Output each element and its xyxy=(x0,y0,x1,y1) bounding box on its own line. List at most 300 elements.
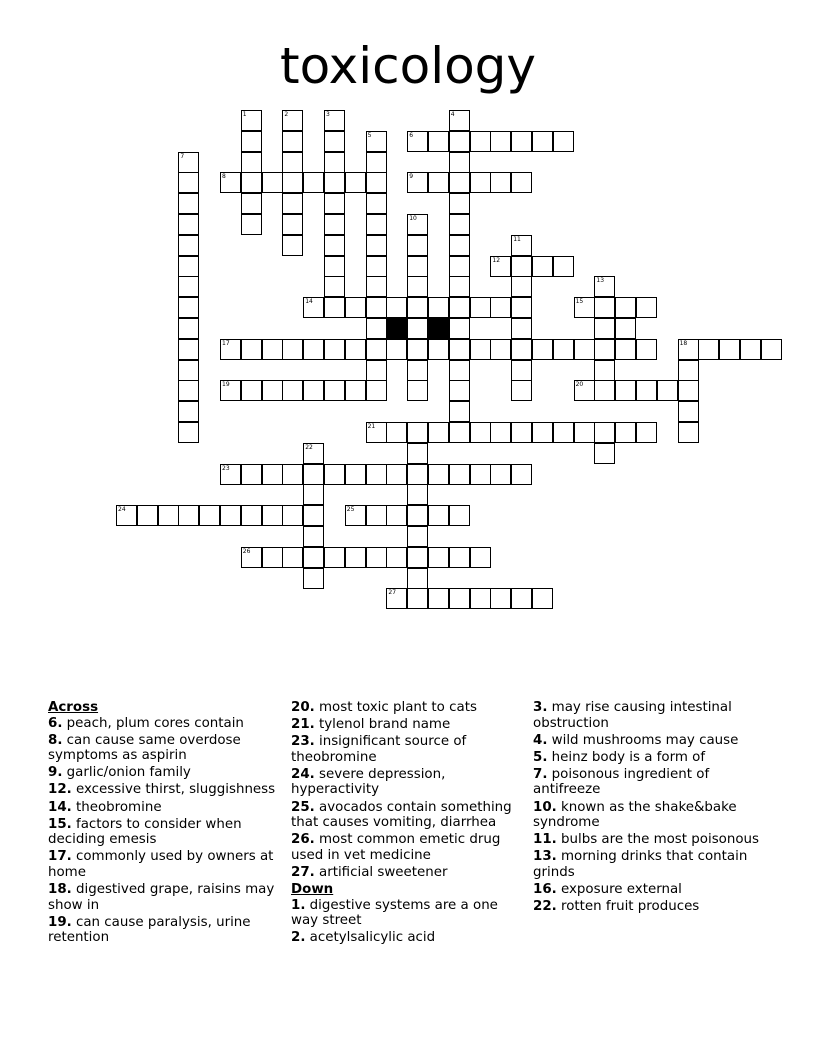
grid-cell[interactable] xyxy=(615,339,636,360)
grid-cell[interactable] xyxy=(719,339,740,360)
grid-cell[interactable] xyxy=(303,297,324,318)
grid-cell[interactable] xyxy=(366,380,387,401)
grid-cell[interactable] xyxy=(116,505,137,526)
grid-cell[interactable] xyxy=(428,339,449,360)
grid-cell[interactable] xyxy=(428,464,449,485)
grid-cell[interactable] xyxy=(449,588,470,609)
grid-cell[interactable] xyxy=(407,464,428,485)
grid-cell[interactable] xyxy=(449,152,470,173)
clue-item xyxy=(291,767,521,798)
grid-cell[interactable] xyxy=(386,588,407,609)
grid-cell[interactable] xyxy=(241,505,262,526)
grid-cell[interactable] xyxy=(511,131,532,152)
clue-item xyxy=(291,800,521,831)
grid-cell[interactable] xyxy=(178,380,199,401)
grid-cell[interactable] xyxy=(553,422,574,443)
grid-cell[interactable] xyxy=(366,339,387,360)
grid-cell[interactable] xyxy=(678,380,699,401)
grid-cell[interactable] xyxy=(241,547,262,568)
grid-cell[interactable] xyxy=(511,276,532,297)
grid-cell[interactable] xyxy=(262,172,283,193)
grid-cell[interactable] xyxy=(407,505,428,526)
grid-cell[interactable] xyxy=(511,422,532,443)
grid-cell[interactable] xyxy=(178,297,199,318)
grid-cell[interactable] xyxy=(532,339,553,360)
grid-cell[interactable] xyxy=(366,214,387,235)
grid-cell[interactable] xyxy=(366,422,387,443)
grid-cell[interactable] xyxy=(470,172,491,193)
clue-number: 10 xyxy=(409,215,417,222)
grid-cell[interactable] xyxy=(303,443,324,464)
grid-cell[interactable] xyxy=(324,276,345,297)
grid-cell[interactable] xyxy=(490,422,511,443)
clue-item xyxy=(291,734,521,765)
clue-number-label: 9. xyxy=(48,765,63,781)
grid-cell[interactable] xyxy=(366,235,387,256)
grid-cell[interactable] xyxy=(407,380,428,401)
clue-number-label: 16. xyxy=(533,882,557,898)
grid-cell[interactable] xyxy=(407,568,428,589)
grid-cell[interactable] xyxy=(449,276,470,297)
grid-cell[interactable] xyxy=(428,588,449,609)
clue-item xyxy=(533,700,768,731)
grid-cell[interactable] xyxy=(594,297,615,318)
grid-cell[interactable] xyxy=(407,297,428,318)
grid-cell[interactable] xyxy=(262,380,283,401)
grid-cell[interactable] xyxy=(449,110,470,131)
grid-cell[interactable] xyxy=(470,464,491,485)
clue-number-label: 20. xyxy=(291,700,315,715)
grid-cell[interactable] xyxy=(282,152,303,173)
grid-cell[interactable] xyxy=(282,172,303,193)
grid-cell[interactable] xyxy=(178,360,199,381)
clue-number: 6 xyxy=(409,131,414,139)
down-clue-list-continued xyxy=(533,700,768,915)
grid-cell[interactable] xyxy=(407,131,428,152)
grid-cell[interactable] xyxy=(324,110,345,131)
clue-number-label: 19. xyxy=(48,914,72,930)
clue-number-label: 25. xyxy=(291,799,315,815)
grid-cell[interactable] xyxy=(532,256,553,277)
clue-number: 19 xyxy=(222,381,230,389)
clue-text: peach, plum cores contain xyxy=(62,715,244,731)
grid-cell[interactable] xyxy=(511,172,532,193)
grid-cell[interactable] xyxy=(366,505,387,526)
grid-cell[interactable] xyxy=(553,131,574,152)
grid-cell[interactable] xyxy=(241,193,262,214)
clue-number: 13 xyxy=(596,277,605,285)
grid-cell[interactable] xyxy=(178,256,199,277)
grid-cell[interactable] xyxy=(366,256,387,277)
grid-cell[interactable] xyxy=(511,360,532,381)
grid-cell[interactable] xyxy=(366,318,387,339)
grid-cell[interactable] xyxy=(407,422,428,443)
grid-cell[interactable] xyxy=(490,464,511,485)
grid-cell[interactable] xyxy=(490,172,511,193)
grid-cell[interactable] xyxy=(241,380,262,401)
grid-cell[interactable] xyxy=(178,401,199,422)
grid-cell[interactable] xyxy=(366,152,387,173)
clue-number: 26 xyxy=(242,547,251,555)
clue-number: 27 xyxy=(388,589,397,597)
grid-cell[interactable] xyxy=(366,297,387,318)
grid-cell[interactable] xyxy=(594,360,615,381)
grid-cell[interactable] xyxy=(324,235,345,256)
grid-cell[interactable] xyxy=(470,422,491,443)
grid-cell[interactable] xyxy=(178,422,199,443)
grid-cell[interactable] xyxy=(761,339,782,360)
grid-cell[interactable] xyxy=(282,464,303,485)
grid-cell[interactable] xyxy=(303,464,324,485)
grid-cell[interactable] xyxy=(636,422,657,443)
grid-cell[interactable] xyxy=(470,588,491,609)
grid-cell[interactable] xyxy=(428,547,449,568)
clue-item xyxy=(533,882,768,898)
grid-cell[interactable] xyxy=(282,380,303,401)
clue-text: acetylsalicylic acid xyxy=(305,930,436,946)
grid-cell[interactable] xyxy=(366,464,387,485)
grid-cell[interactable] xyxy=(615,318,636,339)
grid-cell[interactable] xyxy=(678,339,699,360)
clue-text: exposure external xyxy=(556,882,682,898)
grid-cell[interactable] xyxy=(449,256,470,277)
clue-number: 9 xyxy=(409,173,414,181)
clue-item xyxy=(533,750,768,766)
grid-cell[interactable] xyxy=(386,339,407,360)
grid-cell[interactable] xyxy=(678,360,699,381)
grid-cell[interactable] xyxy=(532,588,553,609)
grid-cell[interactable] xyxy=(490,339,511,360)
grid-cell[interactable] xyxy=(594,443,615,464)
grid-cell[interactable] xyxy=(407,318,428,339)
grid-cell[interactable] xyxy=(594,339,615,360)
grid-cell[interactable] xyxy=(282,193,303,214)
grid-cell[interactable] xyxy=(303,484,324,505)
grid-cell[interactable] xyxy=(470,297,491,318)
grid-cell[interactable] xyxy=(407,526,428,547)
grid-cell[interactable] xyxy=(324,172,345,193)
grid-cell[interactable] xyxy=(262,339,283,360)
grid-cell[interactable] xyxy=(345,297,366,318)
grid-cell[interactable] xyxy=(449,339,470,360)
clue-number: 8 xyxy=(222,173,226,181)
grid-cell[interactable] xyxy=(428,505,449,526)
clue-number: 25 xyxy=(346,506,355,514)
grid-cell[interactable] xyxy=(178,276,199,297)
grid-cell[interactable] xyxy=(137,505,158,526)
grid-cell[interactable] xyxy=(324,214,345,235)
clue-text: most common emetic drug used in vet medicine xyxy=(291,832,501,863)
clue-item xyxy=(291,700,521,716)
grid-cell[interactable] xyxy=(511,235,532,256)
clue-item xyxy=(48,882,278,913)
grid-cell[interactable] xyxy=(449,193,470,214)
clue-item xyxy=(533,832,768,848)
grid-cell[interactable] xyxy=(282,505,303,526)
grid-cell[interactable] xyxy=(615,380,636,401)
clue-text: wild mushrooms may cause xyxy=(547,732,739,748)
clue-number: 23 xyxy=(222,464,230,472)
grid-cell[interactable] xyxy=(449,214,470,235)
grid-cell[interactable] xyxy=(345,339,366,360)
grid-cell[interactable] xyxy=(574,380,595,401)
clue-text: heinz body is a form of xyxy=(547,749,706,765)
grid-cell[interactable] xyxy=(407,484,428,505)
clue-text: known as the shake&bake syndrome xyxy=(533,799,737,831)
grid-cell[interactable] xyxy=(178,318,199,339)
grid-cell[interactable] xyxy=(407,235,428,256)
grid-cell[interactable] xyxy=(303,505,324,526)
grid-cell[interactable] xyxy=(428,297,449,318)
grid-cell[interactable] xyxy=(324,380,345,401)
grid-cell[interactable] xyxy=(241,214,262,235)
grid-cell[interactable] xyxy=(470,547,491,568)
grid-cell[interactable] xyxy=(178,339,199,360)
grid-cell[interactable] xyxy=(345,172,366,193)
grid-cell[interactable] xyxy=(428,131,449,152)
clue-text: may rise causing intestinal obstruction xyxy=(533,700,732,731)
grid-cell[interactable] xyxy=(324,547,345,568)
grid-cell[interactable] xyxy=(241,339,262,360)
grid-cell[interactable] xyxy=(366,172,387,193)
clue-number-label: 17. xyxy=(48,849,72,865)
clue-item xyxy=(48,800,278,816)
clue-number-label: 12. xyxy=(48,782,72,798)
grid-cell[interactable] xyxy=(636,339,657,360)
clue-text: morning drinks that contain grinds xyxy=(533,849,748,880)
grid-cell[interactable] xyxy=(449,401,470,422)
grid-cell[interactable] xyxy=(178,214,199,235)
grid-cell[interactable] xyxy=(449,235,470,256)
clue-text: garlic/onion family xyxy=(62,765,191,781)
grid-cell[interactable] xyxy=(199,505,220,526)
grid-cell[interactable] xyxy=(386,464,407,485)
grid-cell[interactable] xyxy=(241,464,262,485)
clue-number-label: 7. xyxy=(533,766,548,782)
clue-number-label: 2. xyxy=(291,930,306,946)
grid-cell[interactable] xyxy=(178,152,199,173)
clue-number-label: 24. xyxy=(291,766,315,782)
clue-item xyxy=(291,865,521,881)
grid-cell[interactable] xyxy=(657,380,678,401)
grid-cell[interactable] xyxy=(511,464,532,485)
grid-cell[interactable] xyxy=(574,339,595,360)
grid-cell[interactable] xyxy=(678,422,699,443)
grid-cell[interactable] xyxy=(282,131,303,152)
grid-cell[interactable] xyxy=(303,380,324,401)
grid-cell[interactable] xyxy=(615,297,636,318)
grid-cell[interactable] xyxy=(220,380,241,401)
grid-cell[interactable] xyxy=(386,297,407,318)
grid-cell[interactable] xyxy=(241,110,262,131)
grid-cell[interactable] xyxy=(594,422,615,443)
grid-cell[interactable] xyxy=(511,256,532,277)
grid-cell[interactable] xyxy=(449,464,470,485)
grid-cell[interactable] xyxy=(282,547,303,568)
grid-cell[interactable] xyxy=(303,172,324,193)
clue-number: 12 xyxy=(492,256,501,264)
grid-cell[interactable] xyxy=(407,276,428,297)
grid-cell[interactable] xyxy=(303,339,324,360)
clue-item xyxy=(533,899,768,915)
grid-cell[interactable] xyxy=(470,339,491,360)
grid-cell[interactable] xyxy=(636,380,657,401)
grid-cell[interactable] xyxy=(386,422,407,443)
grid-cell[interactable] xyxy=(449,422,470,443)
grid-cell[interactable] xyxy=(241,172,262,193)
grid-cell[interactable] xyxy=(324,193,345,214)
grid-cell[interactable] xyxy=(511,318,532,339)
grid-cell[interactable] xyxy=(407,172,428,193)
clue-number: 18 xyxy=(679,339,688,347)
grid-cell[interactable] xyxy=(449,318,470,339)
grid-cell[interactable] xyxy=(303,547,324,568)
grid-cell[interactable] xyxy=(449,380,470,401)
grid-cell[interactable] xyxy=(386,505,407,526)
grid-cell[interactable] xyxy=(220,464,241,485)
clue-number: 1 xyxy=(242,111,247,118)
grid-cell[interactable] xyxy=(449,131,470,152)
grid-cell[interactable] xyxy=(532,422,553,443)
grid-cell[interactable] xyxy=(594,380,615,401)
grid-cell[interactable] xyxy=(594,318,615,339)
grid-cell[interactable] xyxy=(262,464,283,485)
grid-cell[interactable] xyxy=(262,505,283,526)
clue-number: 20 xyxy=(575,381,584,389)
clue-item xyxy=(48,817,278,848)
grid-cell[interactable] xyxy=(282,110,303,131)
grid-cell[interactable] xyxy=(220,172,241,193)
grid-cell[interactable] xyxy=(366,276,387,297)
grid-cell[interactable] xyxy=(158,505,179,526)
grid-cell[interactable] xyxy=(282,235,303,256)
grid-cell[interactable] xyxy=(553,339,574,360)
grid-cell[interactable] xyxy=(428,172,449,193)
grid-cell[interactable] xyxy=(241,152,262,173)
grid-cell[interactable] xyxy=(178,193,199,214)
down-heading: Down xyxy=(291,882,334,898)
clue-number: 21 xyxy=(367,423,376,430)
grid-cell[interactable] xyxy=(511,588,532,609)
grid-cell[interactable] xyxy=(324,339,345,360)
clue-number-label: 14. xyxy=(48,799,72,815)
grid-cell[interactable] xyxy=(490,256,511,277)
clue-text: tylenol brand name xyxy=(314,717,451,733)
grid-cell[interactable] xyxy=(366,193,387,214)
clue-text: avocados contain something that causes vomiting, diarrhea xyxy=(291,799,512,831)
grid-cell[interactable] xyxy=(178,172,199,193)
grid-cell[interactable] xyxy=(407,256,428,277)
grid-cell[interactable] xyxy=(574,297,595,318)
clue-number: 24 xyxy=(118,506,126,514)
grid-cell[interactable] xyxy=(428,422,449,443)
grid-cell[interactable] xyxy=(366,547,387,568)
clue-number-label: 23. xyxy=(291,734,315,750)
grid-cell[interactable] xyxy=(366,360,387,381)
grid-cell[interactable] xyxy=(740,339,761,360)
clue-item xyxy=(48,849,278,880)
grid-cell[interactable] xyxy=(345,380,366,401)
grid-cell[interactable] xyxy=(366,131,387,152)
grid-cell[interactable] xyxy=(511,297,532,318)
clue-item xyxy=(48,733,278,764)
clue-item xyxy=(533,800,768,831)
grid-cell[interactable] xyxy=(532,131,553,152)
grid-cell[interactable] xyxy=(594,276,615,297)
clue-column-1 xyxy=(48,700,278,947)
grid-cell[interactable] xyxy=(490,588,511,609)
grid-cell[interactable] xyxy=(241,131,262,152)
clue-item xyxy=(291,832,521,863)
grid-cell[interactable] xyxy=(574,422,595,443)
grid-cell[interactable] xyxy=(303,568,324,589)
clue-number-label: 3. xyxy=(533,700,548,715)
grid-cell[interactable] xyxy=(407,547,428,568)
clue-number: 3 xyxy=(326,111,330,118)
clue-number: 7 xyxy=(180,152,185,160)
grid-cell[interactable] xyxy=(698,339,719,360)
clue-text: theobromine xyxy=(71,799,162,815)
clue-number-label: 27. xyxy=(291,864,315,880)
grid-cell[interactable] xyxy=(449,360,470,381)
grid-cell[interactable] xyxy=(449,505,470,526)
grid-cell[interactable] xyxy=(553,256,574,277)
grid-cell[interactable] xyxy=(345,464,366,485)
grid-cell[interactable] xyxy=(324,297,345,318)
grid-cell[interactable] xyxy=(282,339,303,360)
grid-cell[interactable] xyxy=(324,131,345,152)
clue-number-label: 1. xyxy=(291,897,306,913)
grid-cell[interactable] xyxy=(511,339,532,360)
grid-cell[interactable] xyxy=(490,131,511,152)
clue-number-label: 15. xyxy=(48,816,72,832)
grid-cell[interactable] xyxy=(407,588,428,609)
grid-cell[interactable] xyxy=(386,547,407,568)
grid-cell[interactable] xyxy=(449,172,470,193)
grid-cell[interactable] xyxy=(345,547,366,568)
grid-cell[interactable] xyxy=(262,547,283,568)
grid-cell[interactable] xyxy=(178,235,199,256)
grid-cell[interactable] xyxy=(449,547,470,568)
grid-cell[interactable] xyxy=(407,360,428,381)
grid-cell[interactable] xyxy=(282,214,303,235)
grid-cell[interactable] xyxy=(324,152,345,173)
grid-cell[interactable] xyxy=(511,380,532,401)
grid-cell[interactable] xyxy=(678,401,699,422)
grid-cell[interactable] xyxy=(449,297,470,318)
clue-text: factors to consider when deciding emesis xyxy=(48,816,242,848)
grid-cell[interactable] xyxy=(324,256,345,277)
grid-cell[interactable] xyxy=(490,297,511,318)
grid-cell[interactable] xyxy=(407,339,428,360)
grid-cell[interactable] xyxy=(178,505,199,526)
clue-number-label: 5. xyxy=(533,749,548,765)
clue-item xyxy=(533,733,768,749)
grid-cell[interactable] xyxy=(615,422,636,443)
grid-cell[interactable] xyxy=(324,464,345,485)
grid-cell[interactable] xyxy=(407,443,428,464)
clue-column-3 xyxy=(533,700,768,916)
grid-cell[interactable] xyxy=(303,526,324,547)
grid-cell[interactable] xyxy=(220,505,241,526)
black-cell xyxy=(386,318,407,339)
clue-number-label: 18. xyxy=(48,882,72,898)
grid-cell[interactable] xyxy=(636,297,657,318)
grid-cell[interactable] xyxy=(345,505,366,526)
grid-cell[interactable] xyxy=(470,131,491,152)
grid-cell[interactable] xyxy=(220,339,241,360)
grid-cell[interactable] xyxy=(407,214,428,235)
